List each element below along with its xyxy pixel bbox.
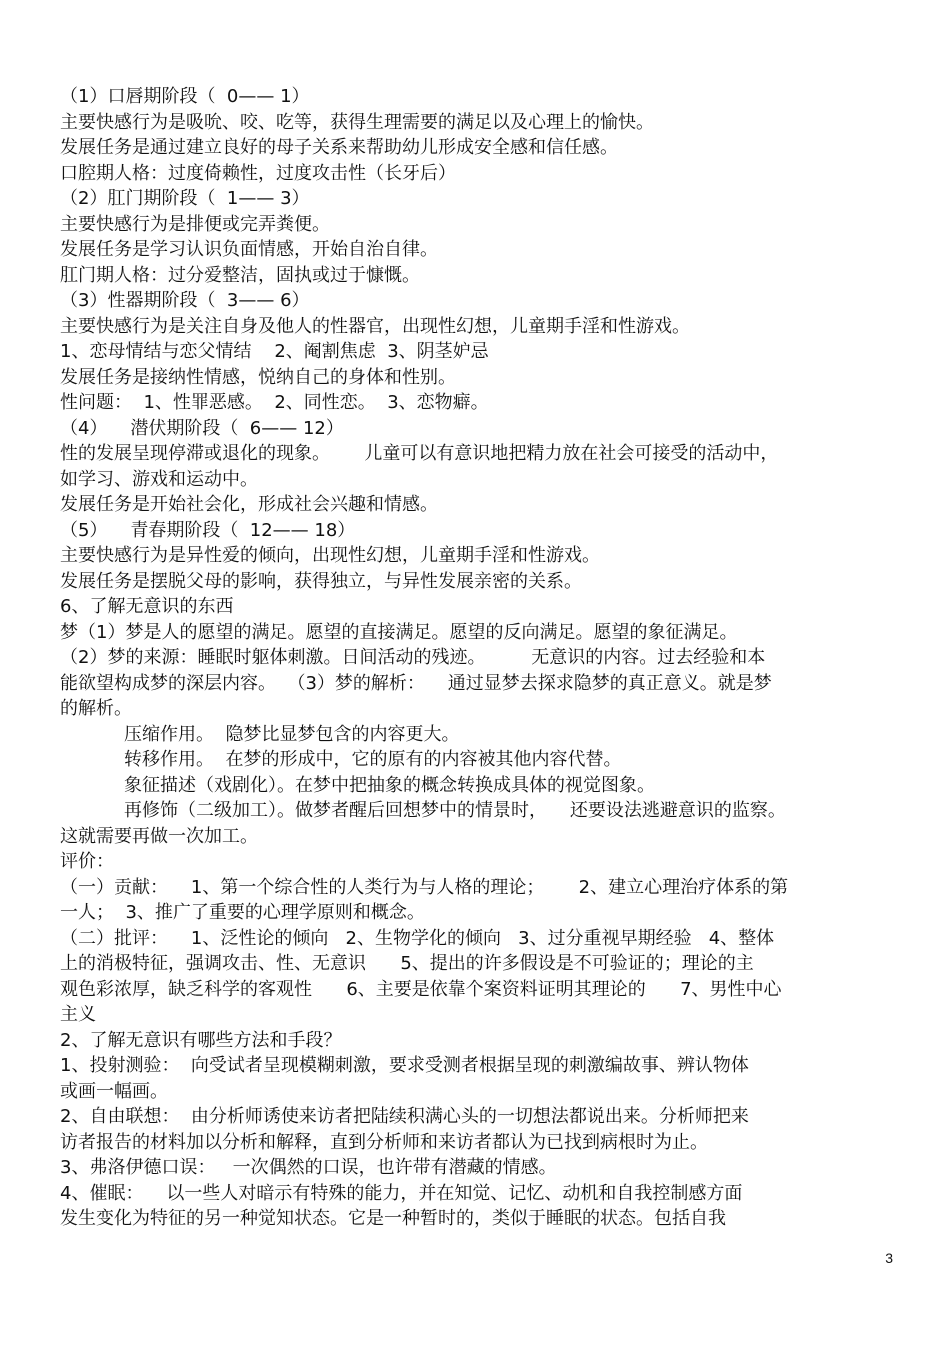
text-line: 主要快感行为是关注自身及他人的性器官，出现性幻想，儿童期手淫和性游戏。 bbox=[60, 315, 690, 337]
text-line: （1）口唇期阶段（ 0—— 1） bbox=[60, 86, 310, 107]
text-line: （二）批评： 1、泛性论的倾向 2、生物学化的倾向 3、过分重视早期经验 4、整体 bbox=[60, 927, 775, 949]
text-line: 1、恋母情结与恋父情结 2、阉割焦虑 3、阴茎妒忌 bbox=[60, 341, 489, 362]
text-line: 发展任务是开始社会化，形成社会兴趣和情感。 bbox=[60, 494, 438, 515]
document-body bbox=[60, 84, 890, 1232]
text-line: 访者报告的材料加以分析和解释，直到分析师和来访者都认为已找到病根时为止。 bbox=[60, 1131, 708, 1153]
text-line: 观色彩浓厚，缺乏科学的客观性 6、主要是依靠个案资料证明其理论的 7、男性中心 bbox=[60, 978, 782, 1000]
text-line: 2、了解无意识有哪些方法和手段？ bbox=[60, 1029, 342, 1051]
text-line: （4） 潜伏期阶段（ 6—— 12） bbox=[60, 417, 344, 439]
text-line: 发展任务是学习认识负面情感，开始自治自律。 bbox=[60, 239, 438, 260]
text-line: （5） 青春期阶段（ 12—— 18） bbox=[60, 519, 356, 541]
text-line: 主要快感行为是排便或完弄粪便。 bbox=[60, 213, 330, 235]
text-line: 一人； 3、推广了重要的心理学原则和概念。 bbox=[60, 902, 425, 923]
text-line: （3）性器期阶段（ 3—— 6） bbox=[60, 290, 310, 311]
text-line: 主要快感行为是吸吮、咬、吃等，获得生理需要的满足以及心理上的愉快。 bbox=[60, 111, 654, 133]
text-line: 1、投射测验： 向受试者呈现模糊刺激，要求受测者根据呈现的刺激编故事、辨认物体 bbox=[60, 1055, 749, 1076]
text-line: （2）梦的来源：睡眠时躯体刺激。日间活动的残迹。 无意识的内容。过去经验和本 bbox=[60, 647, 766, 668]
text-line: 6、了解无意识的东西 bbox=[60, 596, 234, 617]
text-line: 发展任务是通过建立良好的母子关系来帮助幼儿形成安全感和信任感。 bbox=[60, 137, 618, 158]
text-line: 评价： bbox=[60, 851, 114, 872]
text-line: 能欲望构成梦的深层内容。 （3）梦的解析： 通过显梦去探求隐梦的真正意义。就是梦 bbox=[60, 672, 772, 694]
text-line: 这就需要再做一次加工。 bbox=[60, 825, 258, 847]
page-number: 3 bbox=[885, 1250, 893, 1266]
text-line: 转移作用。 在梦的形成中，它的原有的内容被其他内容代替。 bbox=[124, 749, 622, 770]
text-line: 再修饰（二级加工）。做梦者醒后回想梦中的情景时， 还要设法逃避意识的监察。 bbox=[124, 800, 786, 821]
text-line: 象征描述（戏剧化）。在梦中把抽象的概念转换成具体的视觉图象。 bbox=[124, 774, 655, 796]
text-line: 2、自由联想： 由分析师诱使来访者把陆续积满心头的一切想法都说出来。分析师把来 bbox=[60, 1106, 749, 1127]
text-line: 主要快感行为是异性爱的倾向，出现性幻想，儿童期手淫和性游戏。 bbox=[60, 545, 600, 566]
text-line: 发生变化为特征的另一种觉知状态。它是一种暂时的，类似于睡眠的状态。包括自我 bbox=[60, 1208, 726, 1229]
text-line: 压缩作用。 隐梦比显梦包含的内容更大。 bbox=[124, 723, 460, 745]
text-line: 性问题： 1、性罪恶感。 2、同性恋。 3、恋物癖。 bbox=[60, 392, 489, 413]
text-line: 梦（1）梦是人的愿望的满足。愿望的直接满足。愿望的反向满足。愿望的象征满足。 bbox=[60, 621, 738, 643]
text-line: 肛门期人格：过分爱整洁，固执或过于慷慨。 bbox=[60, 264, 420, 286]
text-line: 或画一幅画。 bbox=[60, 1080, 168, 1102]
text-line: 发展任务是摆脱父母的影响，获得独立，与异性发展亲密的关系。 bbox=[60, 570, 582, 592]
text-line: 性的发展呈现停滞或退化的现象。 儿童可以有意识地把精力放在社会可接受的活动中， bbox=[60, 443, 779, 464]
text-line: 发展任务是接纳性情感，悦纳自己的身体和性别。 bbox=[60, 366, 456, 388]
text-line: （2）肛门期阶段（ 1—— 3） bbox=[60, 188, 310, 209]
text-line: 主义 bbox=[60, 1004, 96, 1025]
text-line: 4、催眠： 以一些人对暗示有特殊的能力，并在知觉、记忆、动机和自我控制感方面 bbox=[60, 1182, 743, 1204]
text-line: 口腔期人格：过度倚赖性，过度攻击性（长牙后） bbox=[60, 162, 456, 184]
text-line: 3、弗洛伊德口误： 一次偶然的口误，也许带有潜藏的情感。 bbox=[60, 1157, 557, 1178]
text-line: （一）贡献： 1、第一个综合性的人类行为与人格的理论； 2、建立心理治疗体系的第 bbox=[60, 876, 789, 898]
text-line: 上的消极特征，强调攻击、性、无意识 5、提出的许多假设是不可验证的；理论的主 bbox=[60, 953, 754, 974]
text-line: 如学习、游戏和运动中。 bbox=[60, 468, 258, 490]
text-line: 的解析。 bbox=[60, 698, 132, 719]
